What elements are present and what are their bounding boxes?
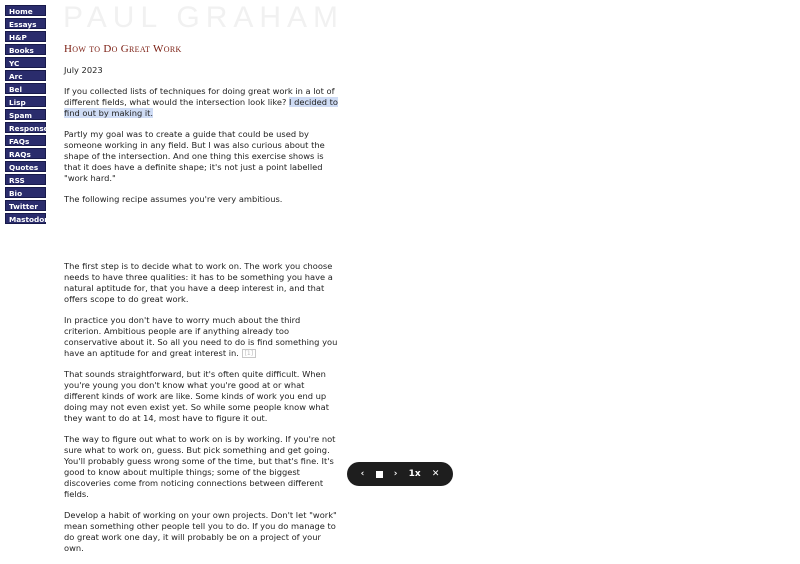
nav-essays[interactable]: Essays [5, 18, 46, 29]
close-button[interactable]: ✕ [431, 469, 440, 479]
paragraph: The way to figure out what to work on is by working. If you're not sure what to work on, guess. But pick something and get going. You'll probably guess wrong some of the time, but that's fine. It's good to know about multiple things; some of the biggest discoveries come from noticing connections between different fields. [64, 434, 336, 499]
nav-rss[interactable]: RSS [5, 174, 46, 185]
nav-lisp[interactable]: Lisp [5, 96, 46, 107]
site-title-logo[interactable]: PAUL GRAHAM [63, 1, 345, 34]
nav-yc[interactable]: YC [5, 57, 46, 68]
article [64, 42, 338, 564]
nav-mastodon[interactable]: Mastodon [5, 213, 46, 224]
paragraph [64, 315, 338, 359]
stop-icon[interactable] [376, 471, 383, 478]
nav-books[interactable]: Books [5, 44, 46, 55]
text-to-speech-player [347, 462, 453, 486]
nav-bel[interactable]: Bel [5, 83, 46, 94]
paragraph: Partly my goal was to create a guide that could be used by someone working in any field. But I was also curious about the shape of the intersection. And one thing this exercise shows is that it does have a definite shape; it's not just a point labelled "work hard." [64, 129, 325, 183]
nav-quotes[interactable]: Quotes [5, 161, 46, 172]
nav-raqs[interactable]: RAQs [5, 148, 46, 159]
sidebar-nav [5, 5, 53, 226]
nav-twitter[interactable]: Twitter [5, 200, 46, 211]
footnote-link[interactable]: [1] [242, 349, 257, 358]
paragraph: That sounds straightforward, but it's often quite difficult. When you're young you don't know what you're good at or what different kinds of work are like. Some kinds of work you end up doing may not even exist yet. So while some people know what they want to do at 14, most have to figure it out. [64, 369, 329, 423]
previous-button[interactable]: ‹ [360, 469, 365, 479]
section-break [64, 215, 338, 261]
nav-responses[interactable]: Responses [5, 122, 46, 133]
paragraph-text: In practice you don't have to worry much about the third criterion. Ambitious people are if anything already too conservative about it. So all you need to do is find something you have an aptitude for and great interest in. [64, 315, 338, 358]
nav-hp[interactable]: H&P [5, 31, 46, 42]
next-button[interactable]: › [393, 469, 398, 479]
paragraph: The first step is to decide what to work on. The work you choose needs to have three qualities: it has to be something you have a natural aptitude for, that you have a deep interest in, and that offers scope to do great work. [64, 261, 333, 304]
article-date: July 2023 [64, 65, 103, 75]
selected-text: I decided to find out by making it. [64, 97, 338, 118]
nav-spam[interactable]: Spam [5, 109, 46, 120]
nav-faqs[interactable]: FAQs [5, 135, 46, 146]
nav-bio[interactable]: Bio [5, 187, 46, 198]
speed-button[interactable]: 1x [408, 469, 421, 479]
paragraph-intro [64, 86, 338, 119]
paragraph: The following recipe assumes you're very ambitious. [64, 194, 283, 204]
paragraph-text: If you collected lists of techniques for doing great work in a lot of different fields, what would the intersection look like? [64, 86, 335, 107]
paragraph: Develop a habit of working on your own projects. Don't let "work" mean something other people tell you to do. If you do manage to do great work one day, it will probably be on a project of your own. [64, 510, 337, 553]
article-title: How to Do Great Work [64, 43, 182, 55]
nav-home[interactable]: Home [5, 5, 46, 16]
nav-arc[interactable]: Arc [5, 70, 46, 81]
